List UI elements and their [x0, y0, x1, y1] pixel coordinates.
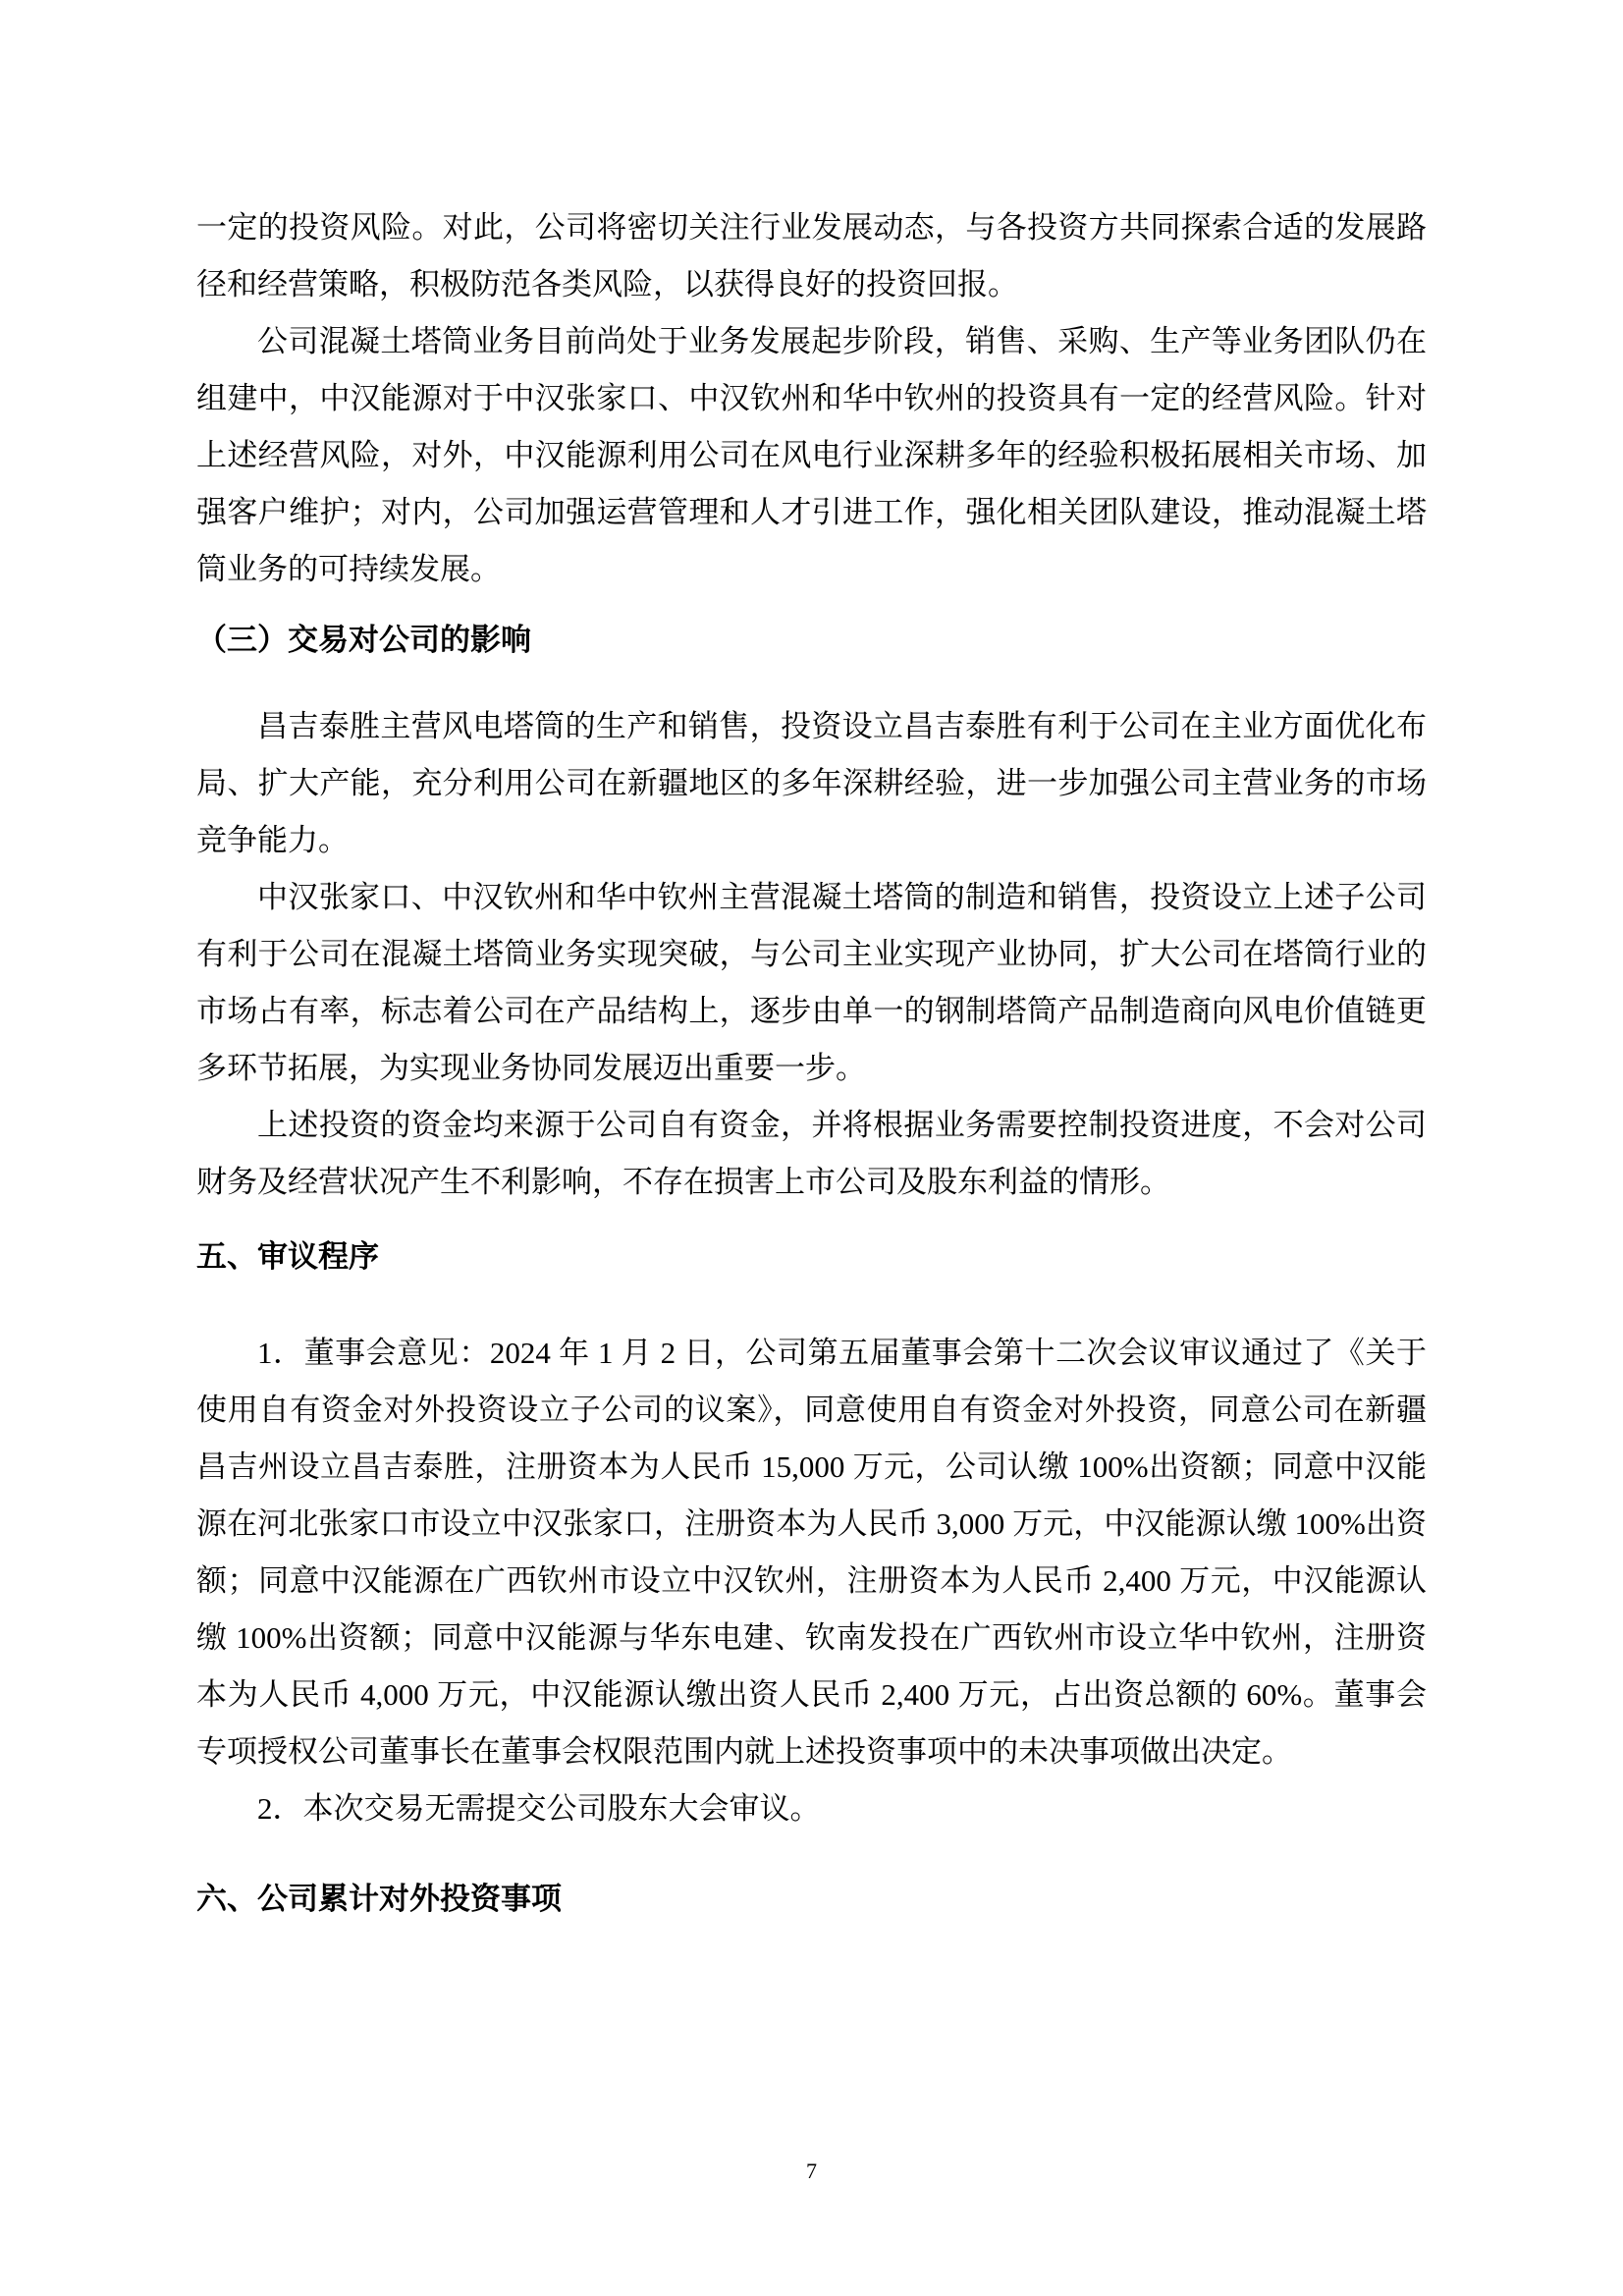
paragraph-subsidiaries-synergy: 中汉张家口、中汉钦州和华中钦州主营混凝土塔筒的制造和销售，投资设立上述子公司有利于公司在混凝土塔筒业务实现突破，与公司主业实现产业协同，扩大公司在塔筒行业的市场占有率，标志着公司在产品结构上，逐步由单一的钢制塔筒产品制造商向风电价值链更多环节拓展，为实现业务协同发展迈出重要一步。 [196, 880, 1427, 1085]
paragraph-changji-taisheng-impact: 昌吉泰胜主营风电塔筒的生产和销售，投资设立昌吉泰胜有利于公司在主业方面优化布局、扩大产能，充分利用公司在新疆地区的多年深耕经验，进一步加强公司主营业务的市场竞争能力。 [196, 709, 1427, 857]
heading-section-6-cumulative-investment: 六、公司累计对外投资事项 [196, 1882, 562, 1916]
paragraph-no-shareholder-meeting: 2．本次交易无需提交公司股东大会审议。 [257, 1791, 821, 1826]
paragraph-continued-investment-risk: 一定的投资风险。对此，公司将密切关注行业发展动态，与各投资方共同探索合适的发展路径和经营策略，积极防范各类风险，以获得良好的投资回报。 [196, 210, 1427, 301]
paragraph-concrete-tower-business-risk: 公司混凝土塔筒业务目前尚处于业务发展起步阶段，销售、采购、生产等业务团队仍在组建中，中汉能源对于中汉张家口、中汉钦州和华中钦州的投资具有一定的经营风险。针对上述经营风险，对外，中汉能源利用公司在风电行业深耕多年的经验积极拓展相关市场、加强客户维护；对内，公司加强运营管理和人才引进工作，强化相关团队建设，推动混凝土塔筒业务的可持续发展。 [196, 324, 1427, 586]
paragraph-board-opinion: 1．董事会意见：2024 年 1 月 2 日，公司第五届董事会第十二次会议审议通过了《关于使用自有资金对外投资设立子公司的议案》，同意使用自有资金对外投资，同意公司在新疆昌吉州设立昌吉泰胜，注册资本为人民币 15,000 万元，公司认缴 100%出资额；同意中汉能源在河北张家口市设立中汉张家口，注册资本为人民币 3,000 万元，中汉能源认缴 100%出资额；同意中汉能源在广西钦州市设立中汉钦州，注册资本为人民币 2,400 万元，中汉能源认缴 100%出资额；同意中汉能源与华东电建、钦南发投在广西钦州市设立华中钦州，注册资本为人民币 4,000 万元，中汉能源认缴出资人民币 2,400 万元，占出资总额的 60%。董事会专项授权公司董事长在董事会权限范围内就上述投资事项中的未决事项做出决定。 [196, 1336, 1427, 1769]
heading-section-5-review-procedure: 五、审议程序 [196, 1239, 379, 1274]
page-footer [0, 2157, 1623, 2186]
paragraph-funding-source: 上述投资的资金均来源于公司自有资金，并将根据业务需要控制投资进度，不会对公司财务及经营状况产生不利影响，不存在损害上市公司及股东利益的情形。 [196, 1108, 1427, 1199]
heading-section-3-transaction-impact: （三）交易对公司的影响 [196, 623, 531, 657]
page-number: 7 [806, 2159, 817, 2183]
document-body [196, 199, 1427, 1928]
